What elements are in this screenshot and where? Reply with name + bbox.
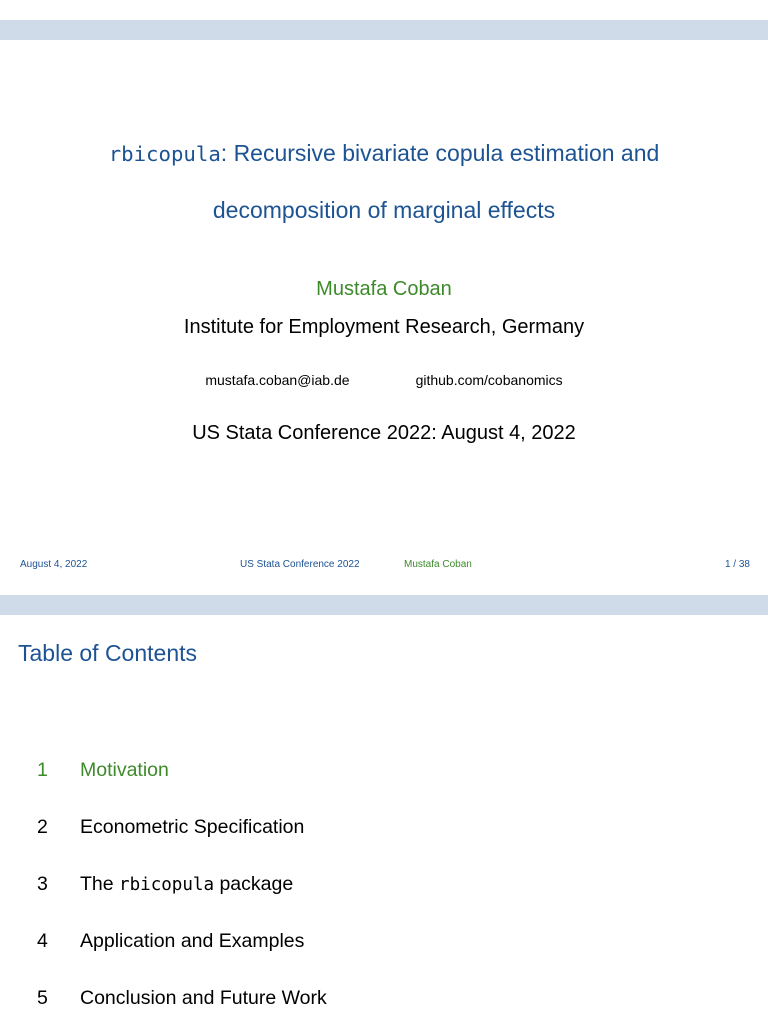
toc-label: Application and Examples <box>80 930 305 952</box>
author-name: Mustafa Coban <box>316 278 452 300</box>
toc-title: Table of Contents <box>18 640 198 666</box>
footer-page-number: 1 / 38 <box>724 559 750 570</box>
package-name: rbicopula <box>108 142 221 166</box>
package-name: rbicopula <box>119 875 215 895</box>
header-band <box>0 595 768 615</box>
toc-label: Motivation <box>80 759 169 781</box>
toc-label: Econometric Specification <box>80 816 305 838</box>
toc-number: 1 <box>37 759 48 781</box>
toc-number: 2 <box>37 816 48 838</box>
title-text: : Recursive bivariate copula estimation and <box>220 140 660 166</box>
slide-title-line-2: decomposition of marginal effects <box>212 197 556 223</box>
contact-line <box>0 372 768 388</box>
footer-author: Mustafa Coban <box>404 559 472 570</box>
toc-label: Conclusion and Future Work <box>80 987 327 1009</box>
github-link[interactable]: github.com/cobanomics <box>415 372 563 388</box>
header-band <box>0 20 768 40</box>
email-link[interactable]: mustafa.coban@iab.de <box>205 372 350 388</box>
toc-number: 5 <box>37 987 48 1009</box>
conference-date: US Stata Conference 2022: August 4, 2022 <box>192 422 576 444</box>
slide-title-line-1 <box>0 140 768 167</box>
footer-conference: US Stata Conference 2022 <box>240 559 360 570</box>
toc-number: 3 <box>37 873 48 895</box>
toc-label: The rbicopula package <box>80 873 294 895</box>
institute: Institute for Employment Research, Germany <box>183 316 585 338</box>
toc-number: 4 <box>37 930 48 952</box>
footer-date: August 4, 2022 <box>20 559 88 570</box>
